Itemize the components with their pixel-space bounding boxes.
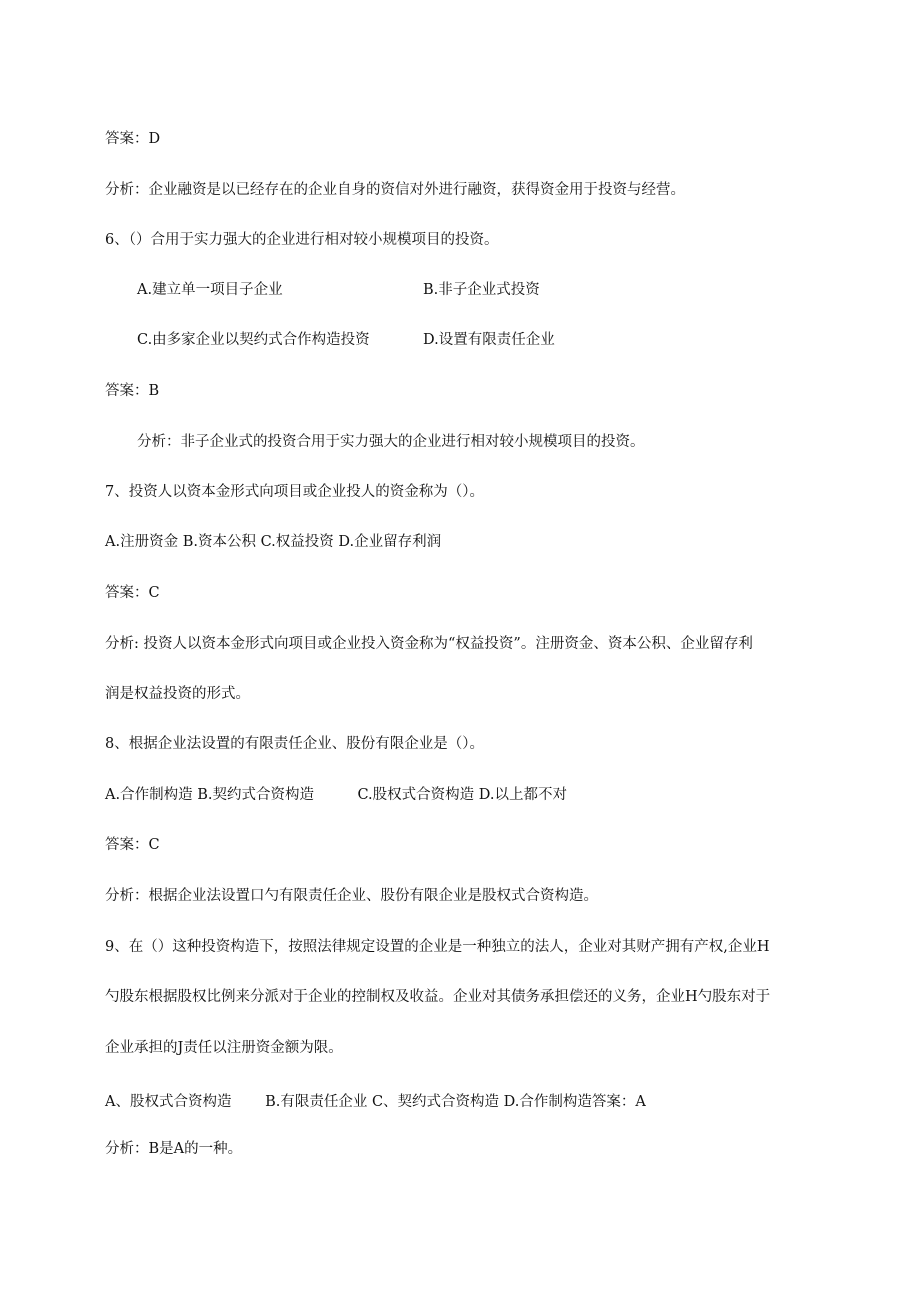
option-6d: D.设置有限责任企业 <box>423 332 555 348</box>
analysis-6: 分析：非子企业式的投资合用于实力强大的企业进行相对较小规模项目的投资。 <box>137 434 645 450</box>
question-7: 7、投资人以资本金形式向项目或企业投人的资金称为（）。 <box>105 484 484 500</box>
question-9-line3: 企业承担的J责任以注册资金额为限。 <box>105 1040 343 1056</box>
question-9-line2: 勺股东根据股权比例来分派对于企业的控制权及收益。企业对其债务承担偿还的义务，企业H勺股东对于 <box>105 989 771 1005</box>
option-6c: C.由多家企业以契约式合作构造投资 <box>137 332 370 348</box>
answer-5: 答案：D <box>105 131 161 147</box>
option-6a: A.建立单一项目子企业 <box>137 282 283 298</box>
answer-6: 答案：B <box>105 383 160 399</box>
analysis-5: 分析：企业融资是以已经存在的企业自身的资信对外进行融资，获得资金用于投资与经营。 <box>105 182 685 198</box>
option-6b: B.非子企业式投资 <box>423 282 540 298</box>
question-8: 8、根据企业法设置的有限责任企业、股份有限企业是（）。 <box>105 736 484 752</box>
analysis-8: 分析：根据企业法设置口勺有限责任企业、股份有限企业是股权式合资构造。 <box>105 888 598 904</box>
analysis-9: 分析：B是A的一种。 <box>105 1141 243 1157</box>
options-7: A.注册资金 B.资本公积 C.权益投资 D.企业留存利润 <box>105 534 442 550</box>
answer-8: 答案：C <box>105 837 160 853</box>
question-9-line1: 9、在（）这种投资构造下，按照法律规定设置的企业是一种独立的法人，企业对其财产拥有产权,企业H <box>105 939 770 955</box>
question-6: 6、（）合用于实力强大的企业进行相对较小规模项目的投资。 <box>105 232 499 248</box>
options-answer-9: A、股权式合资构造 B.有限责任企业 C、契约式合资构造 D.合作制构造答案：A <box>105 1094 646 1110</box>
options-8: A.合作制构造 B.契约式合资构造 C.股权式合资构造 D.以上都不对 <box>105 787 567 803</box>
analysis-7-line2: 润是权益投资的形式。 <box>105 686 250 702</box>
analysis-7-line1: 分析: 投资人以资本金形式向项目或企业投入资金称为“权益投资”。注册资金、资本公积、企业留存利 <box>105 636 753 652</box>
answer-7: 答案：C <box>105 585 160 601</box>
